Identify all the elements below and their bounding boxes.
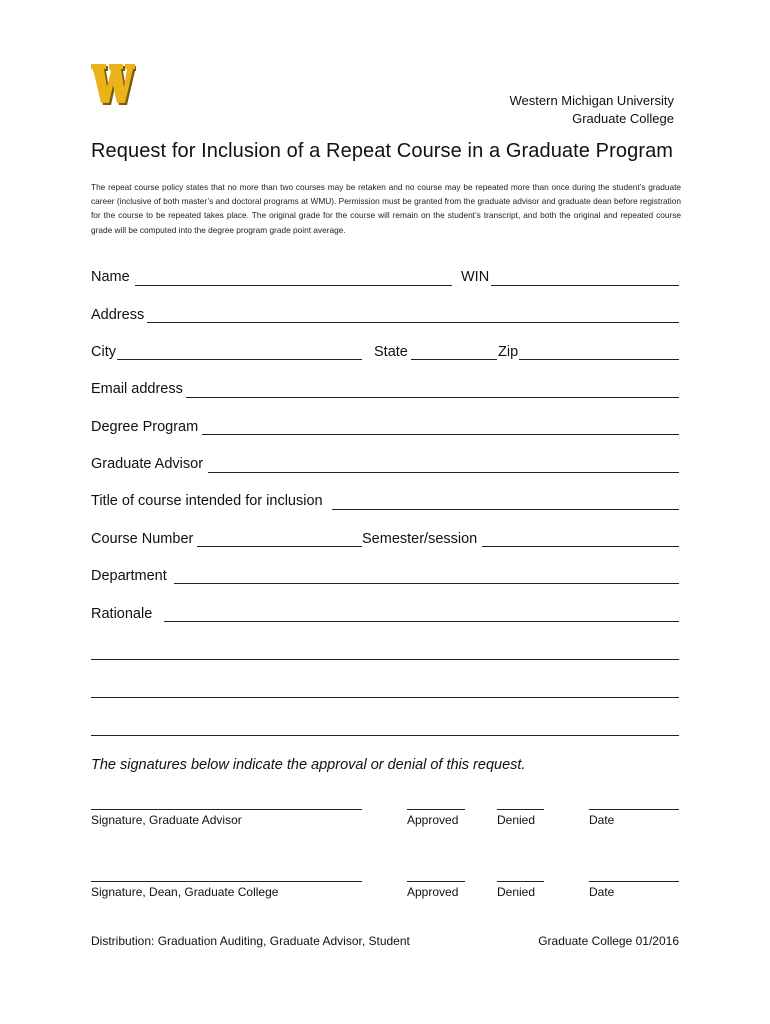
- course-number-field[interactable]: [197, 546, 362, 547]
- city-label: City: [91, 344, 116, 360]
- semester-field[interactable]: [482, 546, 679, 547]
- rationale-line-4[interactable]: [91, 735, 679, 736]
- form-title: Request for Inclusion of a Repeat Course in a Graduate Program: [91, 140, 674, 162]
- revision-note: Graduate College 01/2016: [538, 934, 679, 948]
- department-field[interactable]: [174, 583, 679, 584]
- graduate-advisor-label: Graduate Advisor: [91, 456, 204, 472]
- course-title-label: Title of course intended for inclusion: [91, 493, 323, 509]
- signature-note: The signatures below indicate the approval or denial of this request.: [91, 757, 526, 773]
- state-field[interactable]: [411, 359, 497, 360]
- city-field[interactable]: [117, 359, 362, 360]
- degree-program-label: Degree Program: [91, 419, 199, 435]
- dean-date-line[interactable]: [589, 881, 679, 882]
- advisor-date-line[interactable]: [589, 809, 679, 810]
- advisor-denied-label: Denied: [497, 813, 536, 827]
- state-label: State: [374, 344, 408, 360]
- degree-program-field[interactable]: [202, 434, 679, 435]
- course-title-field[interactable]: [332, 509, 679, 510]
- win-field[interactable]: [491, 285, 679, 286]
- semester-label: Semester/session: [362, 531, 478, 547]
- address-label: Address: [91, 307, 145, 323]
- wmu-logo: [90, 62, 136, 106]
- name-field[interactable]: [135, 285, 452, 286]
- dean-denied-label: Denied: [497, 885, 536, 899]
- advisor-signature-line[interactable]: [91, 809, 362, 810]
- rationale-line-2[interactable]: [91, 659, 679, 660]
- email-label: Email address: [91, 381, 183, 397]
- advisor-approved-label: Approved: [407, 813, 459, 827]
- zip-label: Zip: [498, 344, 519, 360]
- address-field[interactable]: [147, 322, 679, 323]
- win-label: WIN: [461, 269, 490, 285]
- department-label: Department: [91, 568, 167, 584]
- dean-signature-label: Signature, Dean, Graduate College: [91, 885, 279, 899]
- email-field[interactable]: [186, 397, 679, 398]
- policy-paragraph: The repeat course policy states that no more than two courses may be retaken and no course may be repeated more than once during the student’s graduate career (inclusive of both master’s and doctoral programs at WMU). Permission must be granted from the graduate advisor and graduate dean before registration for the course to be repeated takes place. The original grade for the course will remain on the student’s transcript, and both the original and repeated course grade will be computed into the degree program grade point average.: [91, 182, 681, 235]
- distribution-note: Distribution: Graduation Auditing, Graduate Advisor, Student: [91, 934, 410, 948]
- college-name: Graduate College: [572, 111, 674, 126]
- rationale-field[interactable]: [164, 621, 679, 622]
- name-label: Name: [91, 269, 130, 285]
- dean-denied-line[interactable]: [497, 881, 544, 882]
- advisor-date-label: Date: [589, 813, 615, 827]
- advisor-denied-line[interactable]: [497, 809, 544, 810]
- dean-approved-label: Approved: [407, 885, 459, 899]
- university-name: Western Michigan University: [509, 93, 674, 108]
- rationale-line-3[interactable]: [91, 697, 679, 698]
- rationale-label: Rationale: [91, 606, 153, 622]
- advisor-approved-line[interactable]: [407, 809, 465, 810]
- course-number-label: Course Number: [91, 531, 194, 547]
- dean-signature-line[interactable]: [91, 881, 362, 882]
- wmu-w-logo-icon: [90, 62, 136, 106]
- dean-approved-line[interactable]: [407, 881, 465, 882]
- dean-date-label: Date: [589, 885, 615, 899]
- advisor-signature-label: Signature, Graduate Advisor: [91, 813, 242, 827]
- graduate-advisor-field[interactable]: [208, 472, 679, 473]
- zip-field[interactable]: [519, 359, 679, 360]
